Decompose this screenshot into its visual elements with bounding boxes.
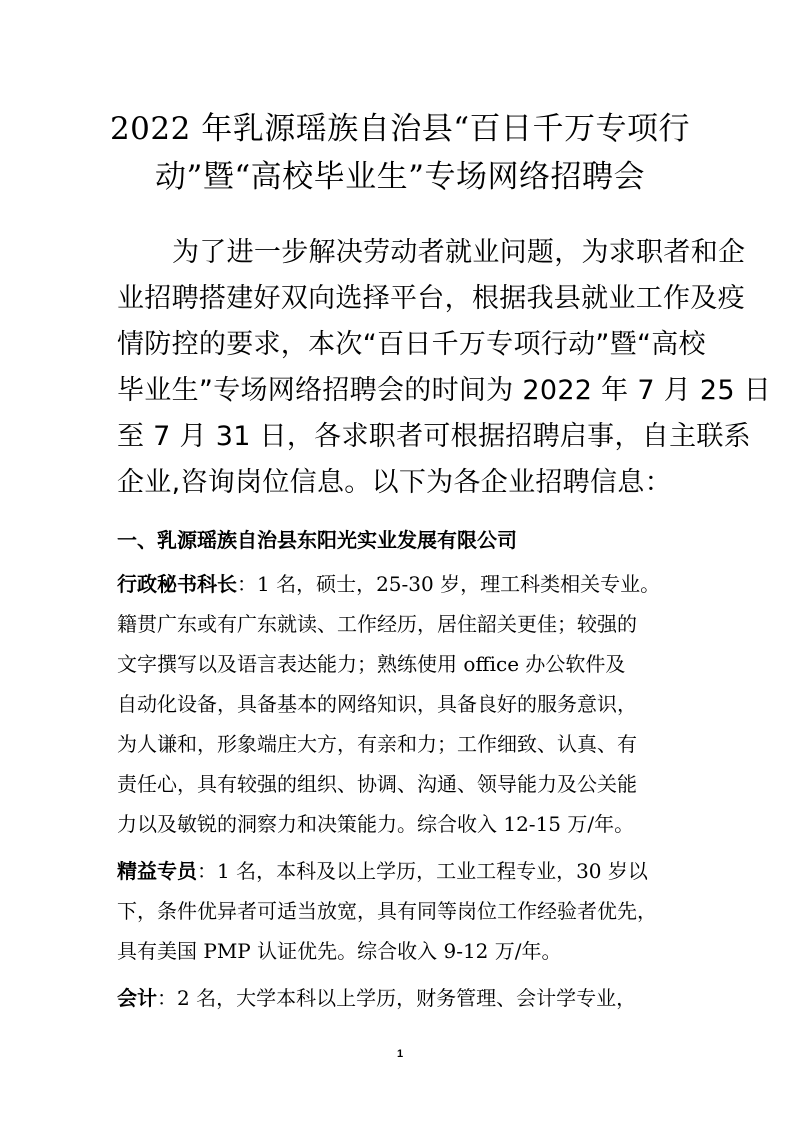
job-entry-lean-specialist-first-line [117, 855, 648, 884]
document-title-line-2: 动”暨“高校毕业生”专场网络招聘会 [154, 159, 646, 195]
job-detail-line: 为人谦和，形象端庄大方，有亲和力；工作细致、认真、有 [117, 732, 637, 756]
job-detail-line: 文字撰写以及语言表达能力；熟练使用 office 办公软件及 [117, 652, 626, 676]
intro-paragraph-line-3: 情防控的要求，本次“百日千万专项行动”暨“高校 [117, 329, 706, 360]
page-number: 1 [396, 1048, 404, 1060]
job-detail: ：1 名，硕士，25-30 岁，理工科类相关专业。 [237, 572, 661, 596]
job-detail-line: 力以及敏锐的洞察力和决策能力。综合收入 12-15 万/年。 [117, 812, 635, 836]
company-section-heading: 一、乳源瑶族自治县东阳光实业发展有限公司 [117, 528, 517, 552]
intro-paragraph-line-4: 毕业生”专场网络招聘会的时间为 2022 年 7 月 25 日 [117, 375, 772, 406]
job-detail-line: 下，条件优异者可适当放宽，具有同等岗位工作经验者优先， [117, 899, 657, 923]
job-detail-line: 具有美国 PMP 认证优先。综合收入 9-12 万/年。 [117, 939, 562, 963]
job-entry-admin-secretary-first-line [117, 568, 660, 597]
job-detail: ：2 名，大学本科以上学历，财务管理、会计学专业， [157, 986, 637, 1010]
job-title: 行政秘书科长 [117, 572, 237, 596]
job-title: 精益专员 [117, 859, 197, 883]
intro-paragraph-line-5: 至 7 月 31 日，各求职者可根据招聘启事，自主联系 [117, 421, 751, 452]
job-detail-line: 责任心，具有较强的组织、协调、沟通、领导能力及公关能 [117, 772, 637, 796]
document-title-line-1: 2022 年乳源瑶族自治县“百日千万专项行 [109, 111, 691, 147]
job-detail-line: 自动化设备，具备基本的网络知识，具备良好的服务意识， [117, 692, 637, 716]
intro-paragraph-line-1: 为了进一步解决劳动者就业问题，为求职者和企 [172, 237, 746, 268]
job-entry-accountant-first-line [117, 982, 636, 1011]
job-detail-line: 籍贯广东或有广东就读、工作经历，居住韶关更佳；较强的 [117, 612, 637, 636]
job-title: 会计 [117, 986, 157, 1010]
intro-paragraph-line-2: 业招聘搭建好双向选择平台，根据我县就业工作及疫 [117, 283, 745, 314]
job-detail: ：1 名，本科及以上学历，工业工程专业，30 岁以 [197, 859, 648, 883]
intro-paragraph-line-6: 企业,咨询岗位信息。以下为各企业招聘信息： [117, 467, 672, 498]
